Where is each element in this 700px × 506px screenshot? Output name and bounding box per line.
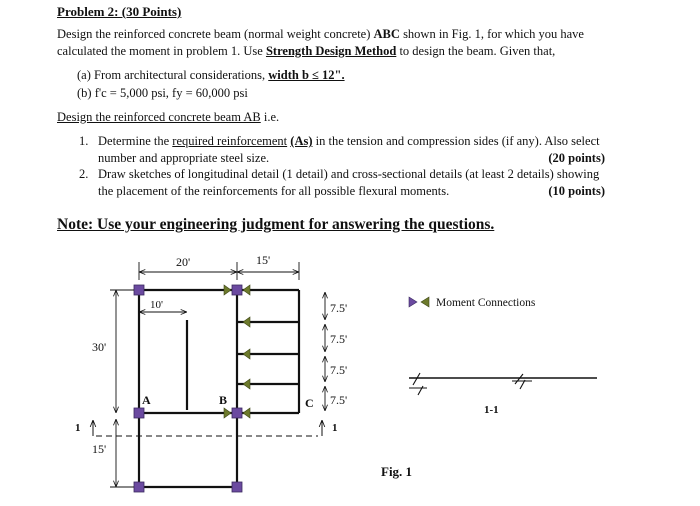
moment-marker-top-right xyxy=(243,285,250,295)
label-b: B xyxy=(219,393,228,407)
dim-spacing-3: 7.5' xyxy=(330,363,348,377)
given-b: (b) f'c = 5,000 psi, fy = 60,000 psi xyxy=(77,86,248,100)
moment-marker-2 xyxy=(243,317,250,327)
task-1-number: 1. xyxy=(79,134,89,148)
dim-spacing-2: 7.5' xyxy=(330,332,348,346)
dim-offset: 10' xyxy=(150,299,163,311)
section-cut-arrows xyxy=(93,420,322,436)
vertical-dimensions-left xyxy=(110,290,134,487)
frame-members xyxy=(139,290,299,487)
intro-text-2: shown in Fig. 1, for which you have calculated the moment in problem 1. Use xyxy=(57,27,584,58)
connection-node-top-mid xyxy=(232,285,242,295)
dim-span-ab: 20' xyxy=(176,255,191,269)
section-1-1-sketch xyxy=(409,373,597,395)
dim-spacing-4: 7.5' xyxy=(330,393,348,407)
section-name: 1-1 xyxy=(484,404,499,416)
problem-title: Problem 2: (30 Points) xyxy=(57,4,182,19)
task-1-as: (As) xyxy=(290,134,313,148)
task-1-points: (20 points) xyxy=(548,151,605,165)
given-a-width: width b ≤ 12". xyxy=(268,68,345,82)
task-1-text-ul: required reinforcement xyxy=(172,134,288,148)
task-1-text-c: in the tension and compression sides (if any). Also select number and appropriate steel size. xyxy=(98,134,600,165)
connection-node-bottom-left xyxy=(134,482,144,492)
legend-moment-connection xyxy=(409,297,536,309)
dim-height-upper: 30' xyxy=(92,340,107,354)
intro-text-3: to design the beam. Given that, xyxy=(396,44,556,58)
section-support-right xyxy=(512,374,532,389)
legend-marker-left xyxy=(409,297,417,307)
dim-span-bc: 15' xyxy=(256,253,271,267)
dim-height-lower: 15' xyxy=(92,442,107,456)
note: Note: Use your engineering judgment for answering the questions. xyxy=(57,216,495,233)
label-c: C xyxy=(305,396,314,410)
moment-marker-b-right xyxy=(243,408,250,418)
section-support-left xyxy=(409,373,427,395)
task-2-text: Draw sketches of longitudinal detail (1 detail) and cross-sectional details (at least 2 details) showing the placement of the reinforcements for all possible flexural moments. xyxy=(98,167,600,198)
moment-marker-top-left xyxy=(224,285,231,295)
intro-abc: ABC xyxy=(373,27,400,41)
connection-node-bottom-mid xyxy=(232,482,242,492)
design-label: Design the reinforced concrete beam AB xyxy=(57,110,261,124)
label-a: A xyxy=(142,393,151,407)
given-a-prefix: (a) From architectural considerations, xyxy=(77,68,269,82)
legend-marker-right xyxy=(421,297,429,307)
dim-spacing-1: 7.5' xyxy=(330,301,348,315)
task-2-number: 2. xyxy=(79,167,89,181)
horizontal-dimensions xyxy=(139,262,299,312)
connection-node-b xyxy=(232,408,242,418)
intro-text-1: Design the reinforced concrete beam (normal weight concrete) xyxy=(57,27,374,41)
moment-marker-b-left xyxy=(224,408,231,418)
moment-marker-4 xyxy=(243,379,250,389)
connection-node-top-left xyxy=(134,285,144,295)
figure-caption: Fig. 1 xyxy=(381,464,413,479)
legend-label: Moment Connections xyxy=(436,297,536,309)
intro-method: Strength Design Method xyxy=(265,44,397,58)
task-1-text-a: Determine the xyxy=(98,134,173,148)
design-suffix: i.e. xyxy=(260,110,280,124)
section-label-right: 1 xyxy=(332,422,338,434)
task-2-points: (10 points) xyxy=(548,184,605,198)
section-label-left: 1 xyxy=(75,422,81,434)
moment-marker-3 xyxy=(243,349,250,359)
connection-node-a xyxy=(134,408,144,418)
